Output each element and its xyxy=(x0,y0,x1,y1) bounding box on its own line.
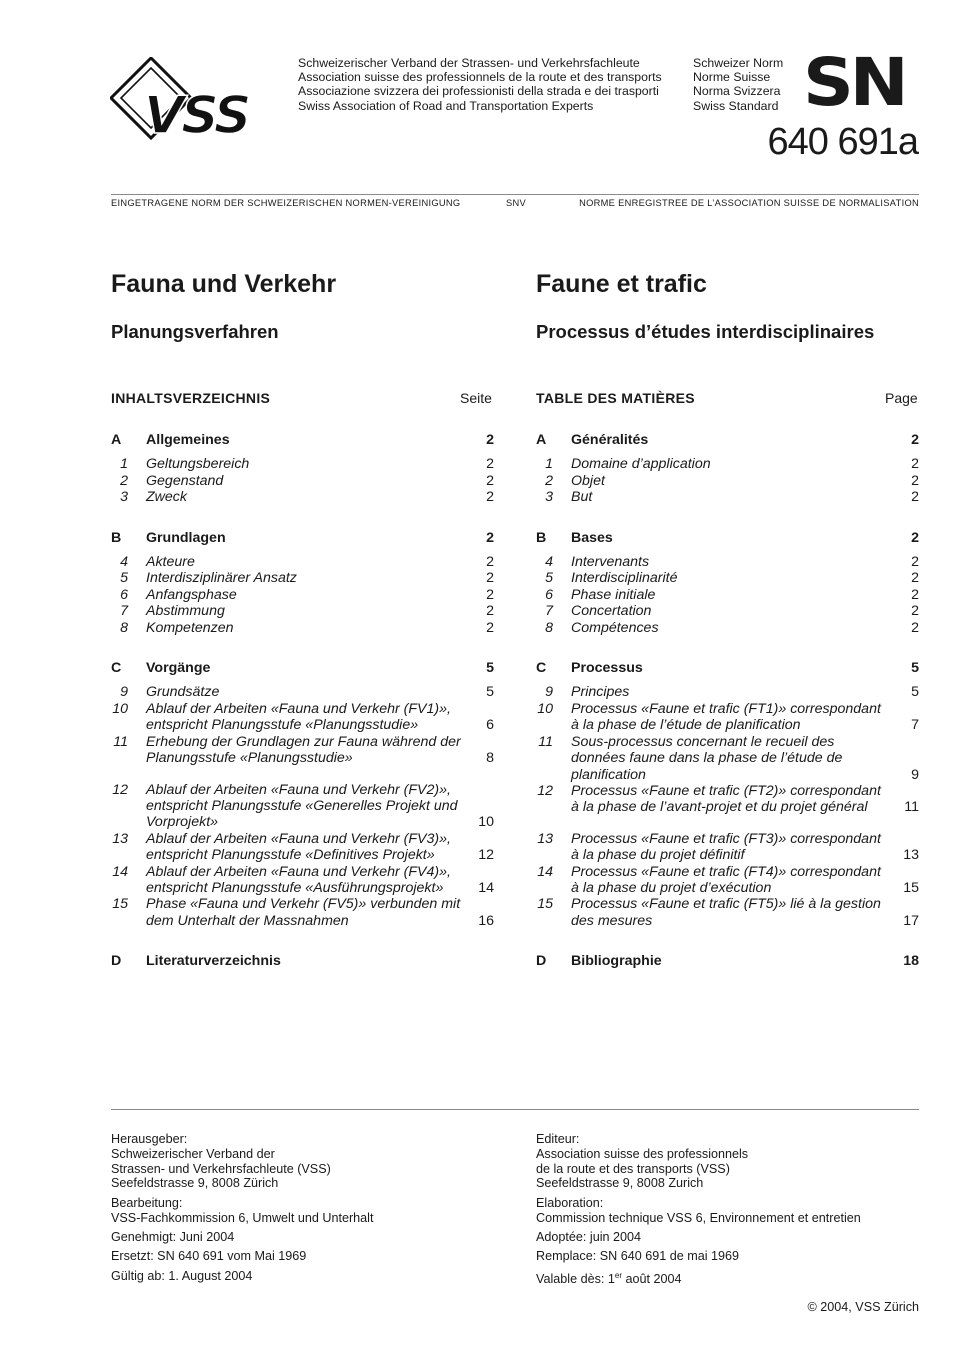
toc-item xyxy=(536,620,920,636)
toc-item xyxy=(111,831,495,864)
norm-type-en: Swiss Standard xyxy=(693,98,779,113)
toc-item-title: Phase «Fauna und Verkehr (FV5)» verbunden mit dem Unterhalt der Massnahmen xyxy=(146,896,461,929)
toc-item xyxy=(536,684,920,700)
toc-item-number: 6 xyxy=(545,586,553,603)
toc-section-page: 2 xyxy=(911,432,919,448)
toc-item xyxy=(536,603,920,619)
toc-item-number: 5 xyxy=(545,570,553,587)
imprint-block xyxy=(111,1230,373,1245)
toc-item xyxy=(536,783,920,816)
toc-de xyxy=(111,432,495,978)
toc-section xyxy=(111,432,495,448)
footer-rule xyxy=(111,1109,919,1110)
toc-item xyxy=(536,896,920,929)
toc-item-page: 2 xyxy=(486,586,494,603)
toc-item-title: Concertation xyxy=(571,603,652,620)
toc-item-title: Kompetenzen xyxy=(146,619,234,636)
toc-item-number: 4 xyxy=(545,554,553,571)
toc-item-number: 9 xyxy=(120,684,128,701)
toc-item xyxy=(111,701,495,734)
toc-item-page: 2 xyxy=(486,619,494,636)
toc-section-title: Généralités xyxy=(571,432,649,448)
toc-item-number: 14 xyxy=(537,863,553,880)
toc-item-title: Intervenants xyxy=(571,554,650,571)
toc-item xyxy=(111,896,495,929)
toc-heading-fr: TABLE DES MATIÈRES xyxy=(536,390,695,406)
toc-item-page: 7 xyxy=(911,717,919,734)
toc-item-number: 7 xyxy=(545,603,553,620)
toc-item-title: Gegenstand xyxy=(146,472,224,489)
toc-item xyxy=(111,456,495,472)
toc-item-page: 2 xyxy=(486,570,494,587)
toc-item xyxy=(536,701,920,734)
toc-item-page: 13 xyxy=(903,847,919,864)
imprint-line: Valable dès: 1er août 2004 xyxy=(536,1270,682,1286)
toc-section-title: Bases xyxy=(571,529,613,546)
toc-item-number: 12 xyxy=(537,782,553,799)
toc-item-number: 9 xyxy=(545,684,553,701)
toc-item-title: Erhebung der Grundlagen zur Fauna während der Planungsstufe «Planungsstudie» xyxy=(146,733,461,767)
imprint-line: Commission technique VSS 6, Environnement et entretien xyxy=(536,1210,861,1225)
toc-item-title: Processus «Faune et trafic (FT1)» correspondant à la phase de l’étude de planification xyxy=(571,700,881,734)
toc-section-letter: D xyxy=(536,953,547,970)
toc-section xyxy=(536,953,920,969)
toc-spacer xyxy=(111,767,495,782)
sn-logo: SN xyxy=(803,44,905,121)
toc-item-number: 4 xyxy=(120,554,128,571)
registration-de: EINGETRAGENE NORM DER SCHWEIZERISCHEN NORMEN-VEREINIGUNG xyxy=(111,198,461,208)
toc-item-page: 2 xyxy=(486,603,494,620)
toc-section-title: Processus xyxy=(571,660,643,677)
toc-item-title: Interdisziplinärer Ansatz xyxy=(146,570,297,587)
toc-item-number: 8 xyxy=(545,619,553,636)
imprint-line: Editeur: xyxy=(536,1132,580,1146)
imprint-block xyxy=(536,1249,861,1264)
toc-section xyxy=(111,530,495,546)
toc-item-number: 7 xyxy=(120,603,128,620)
toc-section-page: 5 xyxy=(911,660,919,677)
toc-section xyxy=(536,432,920,448)
imprint-de xyxy=(111,1132,373,1288)
toc-item xyxy=(111,570,495,586)
toc-item xyxy=(111,734,495,767)
imprint-fr xyxy=(536,1132,861,1291)
toc-item-number: 1 xyxy=(120,456,128,473)
toc-item-page: 2 xyxy=(911,619,919,636)
registration-fr: NORME ENREGISTREE DE L’ASSOCIATION SUISSE DE NORMALISATION xyxy=(579,198,919,208)
toc-item-page: 2 xyxy=(486,554,494,571)
norm-number: 640 691a xyxy=(767,121,918,163)
toc-item-page: 2 xyxy=(911,554,919,571)
toc-section-page: 2 xyxy=(486,432,494,448)
registration-snv: SNV xyxy=(506,198,527,208)
imprint-line: Remplace: SN 640 691 de mai 1969 xyxy=(536,1249,740,1264)
toc-item xyxy=(536,734,920,783)
title-fr: Faune et trafic xyxy=(536,270,707,298)
toc-item-page: 11 xyxy=(904,799,919,816)
toc-item-title: Akteure xyxy=(146,554,195,571)
toc-item xyxy=(536,570,920,586)
toc-section-letter: C xyxy=(111,660,122,677)
toc-item-number: 8 xyxy=(120,619,128,636)
toc-item-title: Principes xyxy=(571,684,630,701)
imprint-block xyxy=(536,1230,861,1245)
toc-item-number: 11 xyxy=(538,733,553,750)
toc-item-number: 10 xyxy=(112,700,128,717)
toc-section-letter: D xyxy=(111,953,122,970)
toc-item-page: 2 xyxy=(486,472,494,489)
imprint-block xyxy=(111,1132,373,1191)
imprint-line: Genehmigt: Juni 2004 xyxy=(111,1229,235,1244)
norm-type-de: Schweizer Norm xyxy=(693,56,784,70)
toc-section-title: Bibliographie xyxy=(571,953,662,970)
toc-item-number: 2 xyxy=(120,472,128,489)
toc-item-title: Sous-processus concernant le recueil des données faune dans la phase de l’étude de planification xyxy=(571,733,843,783)
toc-item-page: 2 xyxy=(911,472,919,489)
toc-item-page: 2 xyxy=(486,489,494,506)
toc-section-page: 18 xyxy=(903,953,919,970)
toc-item-title: Objet xyxy=(571,472,605,489)
imprint-block xyxy=(536,1196,861,1226)
toc-item-title: Zweck xyxy=(146,489,187,506)
org-name-de: Schweizerischer Verband der Strassen- und Verkehrsfachleute xyxy=(298,56,640,70)
toc-item-title: Domaine d’application xyxy=(571,456,711,473)
toc-item xyxy=(536,554,920,570)
toc-item-title: Phase initiale xyxy=(571,586,656,603)
toc-item xyxy=(111,684,495,700)
toc-item-page: 2 xyxy=(911,603,919,620)
toc-item xyxy=(536,864,920,897)
norm-type-fr: Norme Suisse xyxy=(693,70,771,85)
toc-item-title: Processus «Faune et trafic (FT2)» correspondant à la phase de l’avant-projet et du projet général xyxy=(571,782,881,816)
toc-item xyxy=(536,831,920,864)
toc-item-number: 10 xyxy=(537,700,553,717)
imprint-line: Strassen- und Verkehrsfachleute (VSS) xyxy=(111,1161,331,1176)
toc-item-page: 2 xyxy=(486,456,494,473)
toc-item xyxy=(111,489,495,505)
toc-item-number: 14 xyxy=(112,863,128,880)
toc-section-letter: A xyxy=(111,432,122,448)
norm-type-it: Norma Svizzera xyxy=(693,84,781,99)
toc-item-number: 2 xyxy=(545,472,553,489)
toc-item xyxy=(536,473,920,489)
toc-item-number: 11 xyxy=(113,733,128,750)
toc-item-number: 1 xyxy=(545,456,553,473)
toc-section-title: Grundlagen xyxy=(146,529,226,546)
toc-section xyxy=(111,660,495,676)
toc-heading-de: INHALTSVERZEICHNIS xyxy=(111,390,271,406)
imprint-line: Ersetzt: SN 640 691 vom Mai 1969 xyxy=(111,1249,307,1264)
imprint-line: Adoptée: juin 2004 xyxy=(536,1229,642,1244)
toc-page-label-de: Seite xyxy=(460,390,492,406)
subtitle-fr: Processus d’études interdisciplinaires xyxy=(536,321,875,342)
toc-item-title: Processus «Faune et trafic (FT3)» correspondant à la phase du projet définitif xyxy=(571,830,881,864)
toc-section xyxy=(111,953,495,969)
org-name-it: Associazione svizzera dei professionisti della strada e dei trasporti xyxy=(298,84,659,99)
toc-item-title: Interdisciplinarité xyxy=(571,570,678,587)
toc-item-number: 6 xyxy=(120,586,128,603)
toc-section-title: Allgemeines xyxy=(146,432,230,448)
toc-item-page: 9 xyxy=(911,766,919,783)
imprint-line: de la route et des transports (VSS) xyxy=(536,1161,730,1176)
toc-item-title: Ablauf der Arbeiten «Fauna und Verkehr (FV3)», entspricht Planungsstufe «Definitives Projekt» xyxy=(146,830,451,864)
imprint-line: VSS-Fachkommission 6, Umwelt und Unterhalt xyxy=(111,1210,374,1225)
toc-section-title: Vorgänge xyxy=(146,660,211,677)
norm-type xyxy=(693,56,783,113)
title-de: Fauna und Verkehr xyxy=(111,270,337,298)
toc-item-title: Processus «Faune et trafic (FT4)» correspondant à la phase du projet d’exécution xyxy=(571,863,881,896)
toc-item xyxy=(536,489,920,505)
toc-item-title: Geltungsbereich xyxy=(146,456,250,473)
imprint-line: Elaboration: xyxy=(536,1195,604,1210)
toc-section-page: 5 xyxy=(486,660,494,677)
toc-item xyxy=(111,587,495,603)
org-name-fr: Association suisse des professionnels de la route et des transports xyxy=(298,70,662,85)
toc-section xyxy=(536,530,920,546)
toc-item-title: Processus «Faune et trafic (FT5)» lié à la gestion des mesures xyxy=(571,896,881,929)
toc-item xyxy=(111,473,495,489)
svg-text:VSS: VSS xyxy=(144,86,249,141)
toc-item-title: Ablauf der Arbeiten «Fauna und Verkehr (FV4)», entspricht Planungsstufe «Ausführungsprojekt» xyxy=(146,863,451,896)
toc-section-page: 2 xyxy=(486,529,494,546)
imprint-line: Bearbeitung: xyxy=(111,1195,183,1210)
imprint-block xyxy=(536,1132,861,1191)
imprint-block xyxy=(536,1269,861,1287)
subtitle-de: Planungsverfahren xyxy=(111,321,279,342)
toc-item-page: 2 xyxy=(911,489,919,506)
toc-item xyxy=(111,554,495,570)
toc-item xyxy=(111,782,495,831)
toc-item xyxy=(111,620,495,636)
toc-page-label-fr: Page xyxy=(885,390,918,406)
imprint-line: Gültig ab: 1. August 2004 xyxy=(111,1268,253,1283)
imprint-block xyxy=(111,1269,373,1284)
toc-item xyxy=(536,456,920,472)
toc-item-page: 17 xyxy=(903,912,919,929)
toc-item-title: But xyxy=(571,489,593,506)
toc-item-page: 2 xyxy=(911,586,919,603)
toc-item-page: 5 xyxy=(911,684,919,701)
toc-item-page: 12 xyxy=(478,847,494,864)
toc-item-page: 14 xyxy=(478,879,494,896)
toc-section-title: Literaturverzeichnis xyxy=(146,953,281,970)
toc-item-page: 15 xyxy=(903,879,919,896)
toc-item-page: 2 xyxy=(911,456,919,473)
toc-spacer xyxy=(536,816,920,831)
toc-item-number: 13 xyxy=(112,830,128,847)
toc-section-page: 2 xyxy=(911,529,919,546)
toc-section-letter: C xyxy=(536,660,547,677)
toc-section-letter: A xyxy=(536,432,547,448)
toc-item-number: 12 xyxy=(112,781,128,798)
imprint-block xyxy=(111,1249,373,1264)
toc-item-number: 15 xyxy=(537,896,553,913)
toc-item-page: 2 xyxy=(911,570,919,587)
imprint-line: Seefeldstrasse 9, 8008 Zürich xyxy=(111,1176,279,1191)
imprint-line: Association suisse des professionnels xyxy=(536,1146,749,1161)
toc-item-title: Ablauf der Arbeiten «Fauna und Verkehr (FV1)», entspricht Planungsstufe «Planungsstudie» xyxy=(146,700,451,734)
toc-item-number: 3 xyxy=(120,489,128,506)
toc-item-title: Compétences xyxy=(571,619,659,636)
toc-item-page: 6 xyxy=(486,717,494,734)
toc-item-title: Anfangsphase xyxy=(146,586,237,603)
imprint-block xyxy=(111,1196,373,1226)
imprint-line: Schweizerischer Verband der xyxy=(111,1146,275,1161)
toc-item-page: 16 xyxy=(478,912,494,929)
toc-section-letter: B xyxy=(536,529,547,546)
imprint-line: Seefeldstrasse 9, 8008 Zurich xyxy=(536,1176,704,1191)
vss-logo xyxy=(110,57,290,141)
toc-item-number: 5 xyxy=(120,570,128,587)
toc-section-letter: B xyxy=(111,529,122,546)
toc-item-page: 8 xyxy=(486,750,494,767)
toc-item-number: 3 xyxy=(545,489,553,506)
toc-item-title: Grundsätze xyxy=(146,684,220,701)
toc-item xyxy=(111,864,495,897)
toc-section xyxy=(536,660,920,676)
toc-item-title: Ablauf der Arbeiten «Fauna und Verkehr (FV2)», entspricht Planungsstufe «Generelles Projekt und Vorprojekt» xyxy=(146,781,458,831)
toc-fr xyxy=(536,432,920,978)
toc-item xyxy=(111,603,495,619)
header-rule xyxy=(111,194,919,195)
ordinal-suffix: er xyxy=(614,1270,623,1280)
organisation-names xyxy=(298,56,662,113)
toc-item-number: 13 xyxy=(537,830,553,847)
toc-item-page: 5 xyxy=(486,684,494,701)
toc-item xyxy=(536,587,920,603)
copyright: © 2004, VSS Zürich xyxy=(807,1300,919,1314)
toc-item-number: 15 xyxy=(112,896,128,913)
imprint-line: Herausgeber: xyxy=(111,1132,188,1146)
toc-item-title: Abstimmung xyxy=(146,603,225,620)
toc-item-page: 10 xyxy=(478,814,494,831)
org-name-en: Swiss Association of Road and Transportation Experts xyxy=(298,98,594,113)
